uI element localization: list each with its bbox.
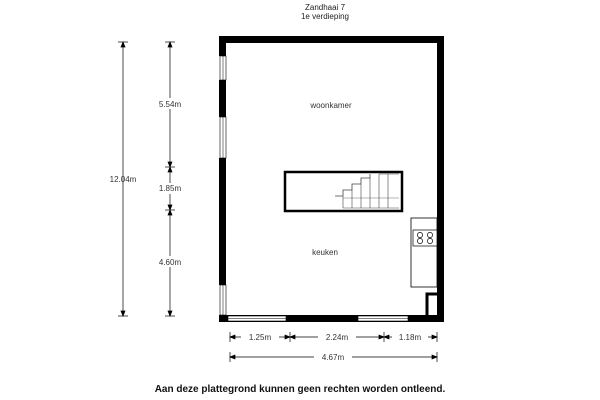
window-left-top — [220, 56, 226, 80]
room-label-living: woonkamer — [310, 101, 352, 110]
dimension-width-middle-label: 2.24m — [325, 333, 349, 342]
dimension-width-left-label: 1.25m — [248, 333, 272, 342]
plan-subtitle: 1e verdieping — [300, 12, 350, 21]
room-label-kitchen: keuken — [312, 248, 338, 257]
dimension-total-width-label: 4.67m — [321, 353, 345, 362]
plan-title: Zandhaai 7 — [304, 3, 346, 12]
dimension-segment-top-label: 5.54m — [158, 100, 182, 109]
dimension-segment-bottom-label: 4.60m — [158, 258, 182, 267]
corner-shaft — [427, 294, 437, 315]
dimension-width-right-label: 1.18m — [398, 333, 422, 342]
dimension-total-height-label: 12.04m — [109, 175, 137, 184]
dimension-segment-middle-label: 1.85m — [158, 184, 182, 193]
window-left-middle — [220, 117, 226, 158]
stove-icon — [413, 230, 437, 246]
window-bottom-right — [358, 316, 408, 321]
kitchen-counter — [411, 218, 437, 287]
disclaimer-text: Aan deze plattegrond kunnen geen rechten worden ontleend. — [154, 384, 446, 395]
window-bottom-left — [228, 316, 286, 321]
window-left-bottom — [220, 285, 226, 315]
dimension-segments — [165, 42, 175, 316]
stairwell — [285, 172, 402, 211]
